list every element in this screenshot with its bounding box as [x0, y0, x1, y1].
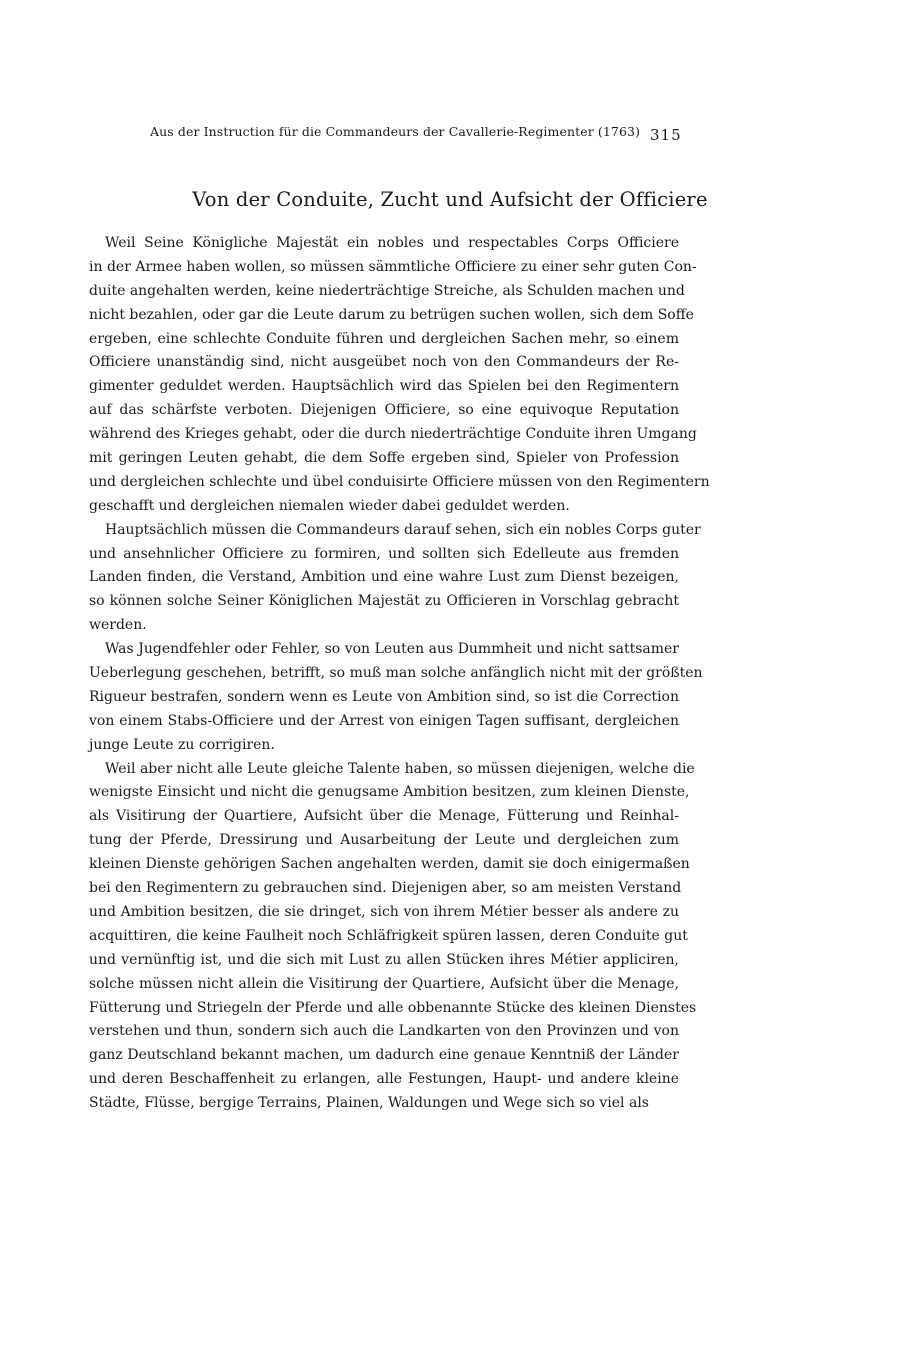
- text-line: Ueberlegung geschehen, betrifft, so muß man solche anfänglich nicht mit der größten: [89, 665, 703, 682]
- paragraph: [89, 758, 697, 1116]
- text-line: solche müssen nicht allein die Visitirung der Quartiere, Aufsicht über die Menage,: [89, 975, 679, 992]
- text-line: wenigste Einsicht und nicht die genugsame Ambition besitzen, zum kleinen Dienste,: [89, 784, 690, 801]
- text-line: Landen finden, die Verstand, Ambition und eine wahre Lust zum Dienst bezeigen,: [89, 569, 679, 586]
- paragraph: [89, 232, 710, 519]
- text-line: Officiere unanständig sind, nicht ausgeübet noch von den Commandeurs der Re-: [89, 354, 679, 371]
- paragraph: [89, 638, 703, 757]
- text-line: Was Jugendfehler oder Fehler, so von Leuten aus Dummheit und nicht sattsamer: [105, 641, 679, 658]
- page-number: 315: [650, 126, 682, 144]
- text-line: ganz Deutschland bekannt machen, um dadurch eine genaue Kenntniß der Länder: [89, 1047, 679, 1064]
- text-line: nicht bezahlen, oder gar die Leute darum zu betrügen suchen wollen, sich dem Soffe: [89, 306, 694, 323]
- text-line: junge Leute zu corrigiren.: [89, 736, 275, 753]
- text-line: gimenter geduldet werden. Hauptsächlich wird das Spielen bei den Regimentern: [89, 378, 679, 395]
- text-line: duite angehalten werden, keine niederträchtige Streiche, als Schulden machen und: [89, 282, 685, 299]
- text-line: und ansehnlicher Officiere zu formiren, und sollten sich Edelleute aus fremden: [89, 545, 679, 562]
- text-line: mit geringen Leuten gehabt, die dem Soffe ergeben sind, Spieler von Profession: [89, 450, 679, 467]
- running-head: Aus der Instruction für die Commandeurs der Cavallerie-Regimenter (1763): [150, 124, 641, 139]
- text-line: Weil aber nicht alle Leute gleiche Talente haben, so müssen diejenigen, welche die: [105, 760, 695, 777]
- text-line: Hauptsächlich müssen die Commandeurs darauf sehen, sich ein nobles Corps guter: [105, 521, 701, 538]
- text-line: tung der Pferde, Dressirung und Ausarbeitung der Leute und dergleichen zum: [89, 832, 679, 849]
- text-line: bei den Regimentern zu gebrauchen sind. Diejenigen aber, so am meisten Verstand: [89, 880, 682, 897]
- text-line: Städte, Flüsse, bergige Terrains, Plainen, Waldungen und Wege sich so viel als: [89, 1095, 649, 1112]
- text-line: Rigueur bestrafen, sondern wenn es Leute von Ambition sind, so ist die Correction: [89, 688, 679, 705]
- text-line: verstehen und thun, sondern sich auch die Landkarten von den Provinzen und von: [89, 1023, 679, 1040]
- text-line: so können solche Seiner Königlichen Majestät zu Officieren in Vorschlag gebracht: [89, 593, 679, 610]
- paragraph: [89, 519, 701, 638]
- body-text: [89, 232, 710, 1116]
- text-line: und Ambition besitzen, die sie dringet, sich von ihrem Métier besser als andere zu: [89, 903, 679, 920]
- text-line: und dergleichen schlechte und übel conduisirte Officiere müssen von den Regimentern: [89, 473, 710, 490]
- chapter-title: Von der Conduite, Zucht und Aufsicht der Officiere: [192, 188, 708, 211]
- text-line: kleinen Dienste gehörigen Sachen angehalten werden, damit sie doch einigermaßen: [89, 856, 690, 873]
- text-line: als Visitirung der Quartiere, Aufsicht über die Menage, Fütterung und Reinhal-: [89, 808, 679, 825]
- text-line: und vernünftig ist, und die sich mit Lust zu allen Stücken ihres Métier appliciren,: [89, 951, 679, 968]
- text-line: acquittiren, die keine Faulheit noch Schläfrigkeit spüren lassen, deren Conduite gut: [89, 927, 688, 944]
- text-line: Weil Seine Königliche Majestät ein nobles und respectables Corps Officiere: [105, 235, 679, 251]
- text-line: von einem Stabs-Officiere und der Arrest von einigen Tagen suffisant, dergleichen: [89, 712, 679, 729]
- text-line: ergeben, eine schlechte Conduite führen und dergleichen Sachen mehr, so einem: [89, 330, 679, 347]
- text-line: während des Krieges gehabt, oder die durch niederträchtige Conduite ihren Umgang: [89, 426, 697, 443]
- text-line: geschafft und dergleichen niemalen wieder dabei geduldet werden.: [89, 497, 570, 514]
- text-line: und deren Beschaffenheit zu erlangen, alle Festungen, Haupt- und andere kleine: [89, 1071, 679, 1088]
- text-line: in der Armee haben wollen, so müssen sämmtliche Officiere zu einer sehr guten Con-: [89, 258, 697, 275]
- text-line: Fütterung und Striegeln der Pferde und alle obbenannte Stücke des kleinen Dienstes: [89, 999, 697, 1016]
- text-line: auf das schärfste verboten. Diejenigen Officiere, so eine equivoque Reputation: [89, 402, 679, 419]
- text-line: werden.: [89, 617, 147, 634]
